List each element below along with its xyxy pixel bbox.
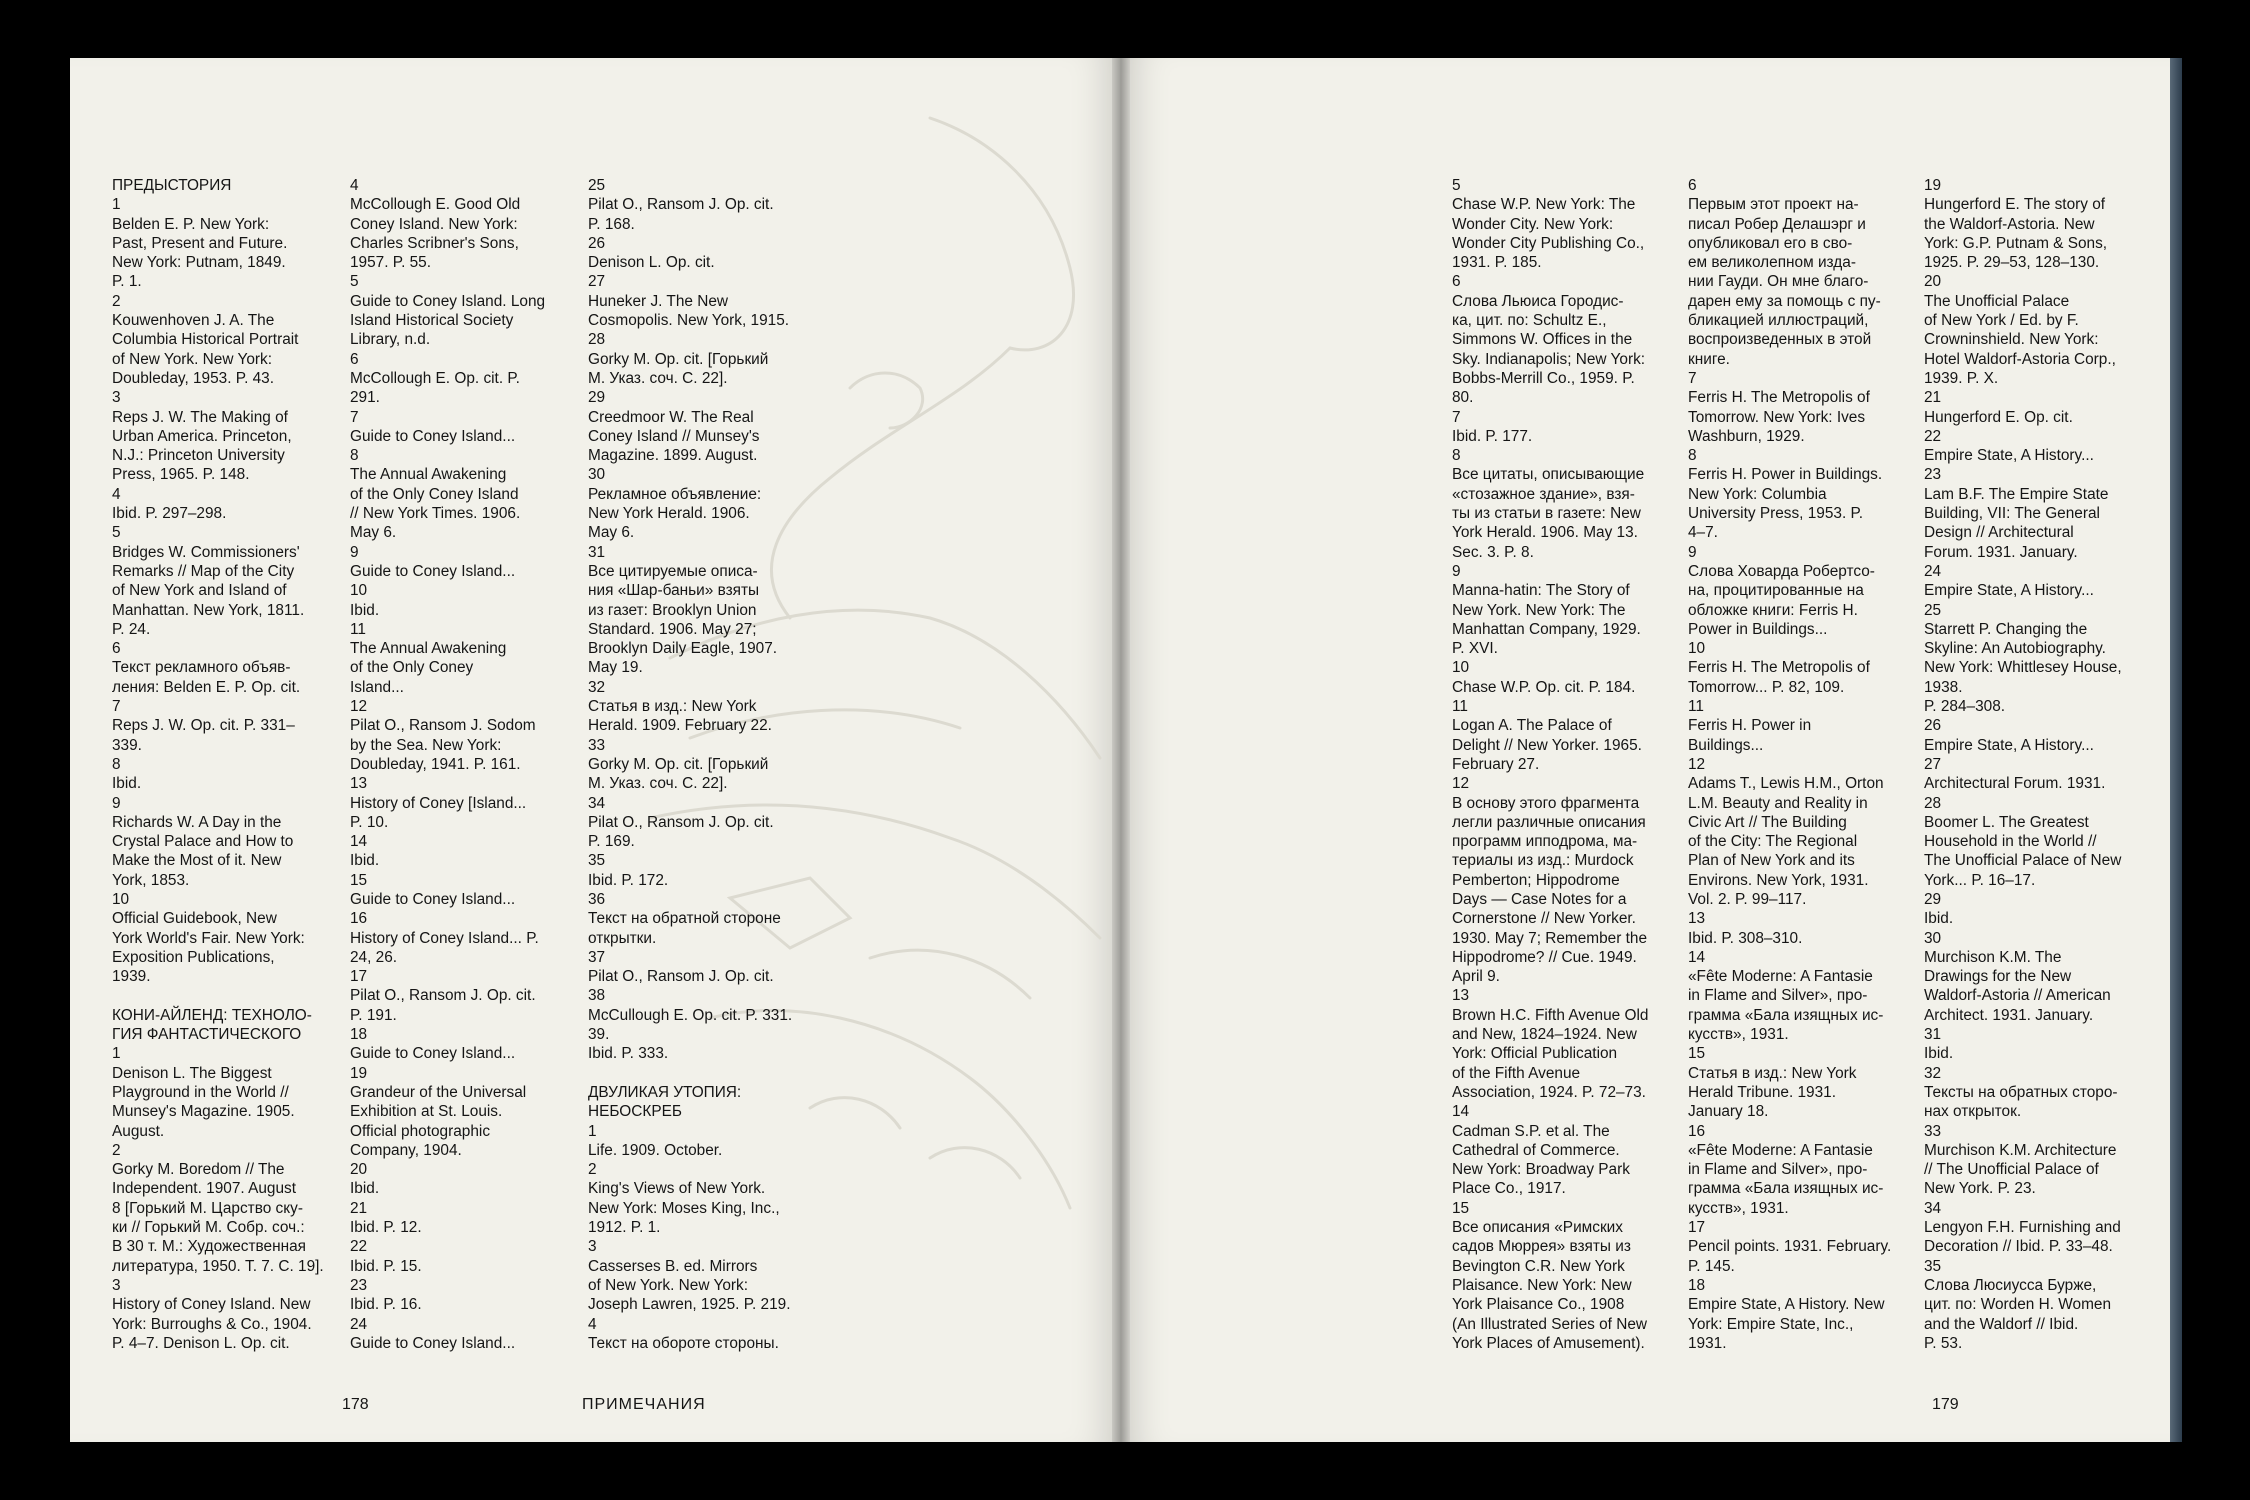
book-cover-edge bbox=[2170, 58, 2182, 1442]
right-page bbox=[1120, 58, 2170, 1442]
running-head: ПРИМЕЧАНИЯ bbox=[582, 1396, 706, 1413]
notes-column-1: ПРЕДЫСТОРИЯ 1 Belden E. P. New York: Past, Present and Future. New York: Putnam, 1849. P. 1. 2 Kouwenhoven J. A. The Columbia Historical Portrait of New York. New York: Doubleday, 1953. P. 43. 3 Reps J. W. The Making of Urban America. Princeton, N.J.: Princeton University Press, 1965. P. 148. 4 Ibid. P. 297–298. 5 Bridges W. Commissioners' Remarks // Map of the City of New York and Island of Manhattan. New York, 1811. P. 24. 6 Текст рекламного объяв- ления: Belden E. P. Op. cit. 7 Reps J. W. Op. cit. P. 331– 339. 8 Ibid. 9 Richards W. A Day in the Crystal Palace and How to Make the Most of it. New York, 1853. 10 Official Guidebook, New York World's Fair. New York: Exposition Publications, 1939. КОНИ-АЙЛЕНД: ТЕХНОЛО- ГИЯ ФАНТАСТИЧЕСКОГО 1 Denison L. The Biggest Playground in the World // Munsey's Magazine. 1905. August. 2 Gorky M. Boredom // The Independent. 1907. August 8 [Горький М. Царство ску- ки // Горький М. Собр. соч.: В 30 т. М.: Художественная литература, 1950. Т. 7. С. 19]. 3 History of Coney Island. New York: Burroughs & Co., 1904. P. 4–7. Denison L. Op. cit. bbox=[112, 177, 324, 1352]
left-page bbox=[70, 58, 1120, 1442]
notes-column-6: 19 Hungerford E. The story of the Waldorf-Astoria. New York: G.P. Putnam & Sons, 1925. P. 29–53, 128–130. 20 The Unofficial Palace of New York / Ed. by F. Crowninshield. New York: Hotel Waldorf-Astoria Corp., 1939. P. X. 21 Hungerford E. Op. cit. 22 Empire State, A History... 23 Lam B.F. The Empire State Building, VII: The General Design // Architectural Forum. 1931. January. 24 Empire State, A History... 25 Starrett P. Changing the Skyline: An Autobiography. New York: Whittlesey House, 1938. P. 284–308. 26 Empire State, A History... 27 Architectural Forum. 1931. 28 Boomer L. The Greatest Household in the World // The Unofficial Palace of New York... P. 16–17. 29 Ibid. 30 Murchison K.M. The Drawings for the New Waldorf-Astoria // American Architect. 1931. January. 31 Ibid. 32 Тексты на обратных сторо- нах открыток. 33 Murchison K.M. Architecture // The Unofficial Palace of New York. P. 23. 34 Lengyon F.H. Furnishing and Decoration // Ibid. P. 33–48. 35 Слова Люсиусса Бурже, цит. по: Worden H. Women and the Waldorf // Ibid. P. 53. bbox=[1924, 177, 2122, 1352]
notes-column-5: 6 Первым этот проект на- писал Робер Делашэрг и опубликовал его в сво- ем великолепном изда- нии Гауди. Он мне благо- дарен ему за помощь с пу- бликацией иллюстраций, воспроизведенных в этой книге. 7 Ferris H. The Metropolis of Tomorrow. New York: Ives Washburn, 1929. 8 Ferris H. Power in Buildings. New York: Columbia University Press, 1953. P. 4–7. 9 Слова Ховарда Робертсо- на, процитированные на обложке книги: Ferris H. Power in Buildings... 10 Ferris H. The Metropolis of Tomorrow... P. 82, 109. 11 Ferris H. Power in Buildings... 12 Adams T., Lewis H.M., Orton L.M. Beauty and Reality in Civic Art // The Building of the City: The Regional Plan of New York and its Environs. New York, 1931. Vol. 2. P. 99–117. 13 Ibid. P. 308–310. 14 «Fête Moderne: A Fantasie in Flame and Silver», про- грамма «Бала изящных ис- кусств», 1931. 15 Статья в изд.: New York Herald Tribune. 1931. January 18. 16 «Fête Moderne: A Fantasie in Flame and Silver», про- грамма «Бала изящных ис- кусств», 1931. 17 Pencil points. 1931. February. P. 145. 18 Empire State, A History. New York: Empire State, Inc., 1931. bbox=[1688, 177, 1892, 1352]
book-spine-gutter bbox=[1112, 58, 1130, 1442]
notes-column-2: 4 McCollough E. Good Old Coney Island. New York: Charles Scribner's Sons, 1957. P. 55. 5 Guide to Coney Island. Long Island Historical Society Library, n.d. 6 McCollough E. Op. cit. P. 291. 7 Guide to Coney Island... 8 The Annual Awakening of the Only Coney Island // New York Times. 1906. May 6. 9 Guide to Coney Island... 10 Ibid. 11 The Annual Awakening of the Only Coney Island... 12 Pilat O., Ransom J. Sodom by the Sea. New York: Doubleday, 1941. P. 161. 13 History of Coney [Island... P. 10. 14 Ibid. 15 Guide to Coney Island... 16 History of Coney Island... P. 24, 26. 17 Pilat O., Ransom J. Op. cit. P. 191. 18 Guide to Coney Island... 19 Grandeur of the Universal Exhibition at St. Louis. Official photographic Company, 1904. 20 Ibid. 21 Ibid. P. 12. 22 Ibid. P. 15. 23 Ibid. P. 16. 24 Guide to Coney Island... bbox=[350, 177, 546, 1352]
page-number-right: 179 bbox=[1932, 1396, 1959, 1413]
notes-column-4: 5 Chase W.P. New York: The Wonder City. New York: Wonder City Publishing Co., 1931. P. 185. 6 Слова Льюиса Городис- ка, цит. по: Schultz E., Simmons W. Offices in the Sky. Indianapolis; New York: Bobbs-Merrill Co., 1959. P. 80. 7 Ibid. P. 177. 8 Все цитаты, описывающие «стозажное здание», взя- ты из статьи в газете: New York Herald. 1906. May 13. Sec. 3. P. 8. 9 Manna-hatin: The Story of New York. New York: The Manhattan Company, 1929. P. XVI. 10 Chase W.P. Op. cit. P. 184. 11 Logan A. The Palace of Delight // New Yorker. 1965. February 27. 12 В основу этого фрагмента легли различные описания программ ипподрома, ма- териалы из изд.: Murdock Pemberton; Hippodrome Days — Case Notes for a Cornerstone // New Yorker. 1930. May 7; Remember the Hippodrome? // Cue. 1949. April 9. 13 Brown H.C. Fifth Avenue Old and New, 1824–1924. New York: Official Publication of the Fifth Avenue Association, 1924. P. 72–73. 14 Cadman S.P. et al. The Cathedral of Commerce. New York: Broadway Park Place Co., 1917. 15 Все описания «Римских садов Мюррея» взяты из Bevington C.R. New York Plaisance. New York: New York Plaisance Co., 1908 (An Illustrated Series of New York Places of Amusement). bbox=[1452, 177, 1649, 1352]
notes-column-3: 25 Pilat O., Ransom J. Op. cit. P. 168. 26 Denison L. Op. cit. 27 Huneker J. The New Cosmopolis. New York, 1915. 28 Gorky M. Op. cit. [Горький М. Указ. соч. С. 22]. 29 Creedmoor W. The Real Coney Island // Munsey's Magazine. 1899. August. 30 Рекламное объявление: New York Herald. 1906. May 6. 31 Все цитируемые описа- ния «Шар-баньи» взяты из газет: Brooklyn Union Standard. 1906. May 27; Brooklyn Daily Eagle, 1907. May 19. 32 Статья в изд.: New York Herald. 1909. February 22. 33 Gorky M. Op. cit. [Горький М. Указ. соч. С. 22]. 34 Pilat O., Ransom J. Op. cit. P. 169. 35 Ibid. P. 172. 36 Текст на обратной стороне открытки. 37 Pilat O., Ransom J. Op. cit. 38 McCullough E. Op. cit. P. 331. 39. Ibid. P. 333. ДВУЛИКАЯ УТОПИЯ: НЕБОСКРЕБ 1 Life. 1909. October. 2 King's Views of New York. New York: Moses King, Inc., 1912. P. 1. 3 Casserses B. ed. Mirrors of New York. New York: Joseph Lawren, 1925. P. 219. 4 Текст на обороте стороны. bbox=[588, 177, 793, 1352]
page-number-left: 178 bbox=[342, 1396, 369, 1413]
